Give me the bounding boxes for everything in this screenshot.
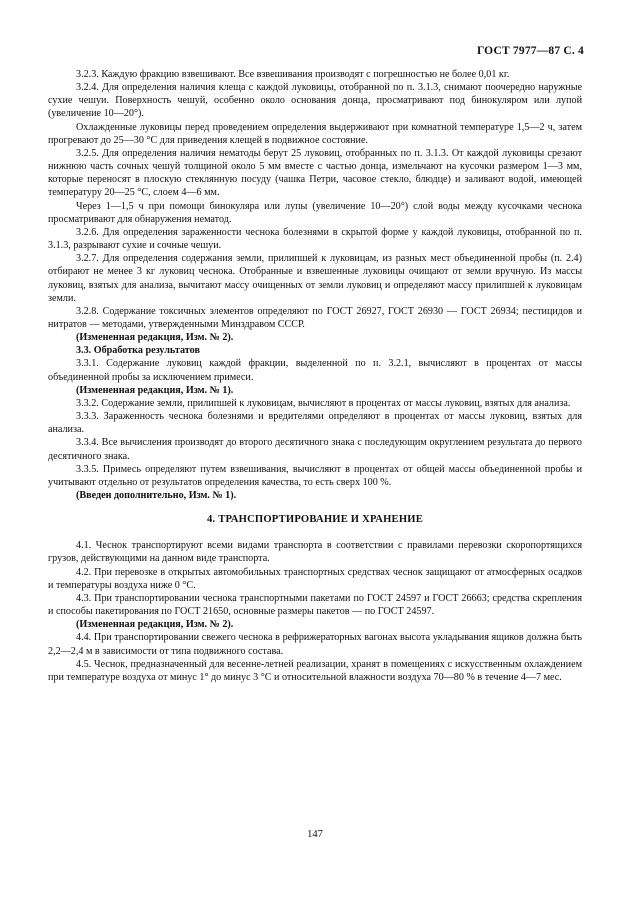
paragraph: 3.3.3. Зараженность чеснока болезнями и вредителями определяют в процентах от массы луковиц, взятых для анализа.: [48, 411, 582, 436]
paragraph: 4.4. При транспортировании свежего чеснока в рефрижераторных вагонах высота укладывания ящиков должна быть 2,2—2,4 м в зависимости от типа подвижного состава.: [48, 632, 582, 657]
document-body: [48, 68, 582, 684]
paragraph: 3.2.5. Для определения наличия нематоды берут 25 луковиц, отобранных по п. 3.1.3. От каждой луковицы срезают нижнюю часть сочных чешуй толщиной около 5 мм вместе с частью донца, измельчают на кусочки размером 1—3 мм, которые переносят в плоскую стеклянную посуду (чашка Петри, часовое стекло, блюдце) и заливают водой, имеющей температуру 20—25 °С, слоем 4—6 мм.: [48, 147, 582, 199]
page-number: 147: [307, 829, 323, 840]
bold-paragraph: (Измененная редакция, Изм. № 1).: [76, 384, 234, 396]
paragraph: 3.3.2. Содержание земли, прилипшей к луковицам, вычисляют в процентах от массы луковиц, взятых для анализа.: [76, 397, 571, 409]
paragraph: 3.2.8. Содержание токсичных элементов определяют по ГОСТ 26927, ГОСТ 26930 — ГОСТ 26934; пестицидов и нитратов — методами, утвержденными Минздравом СССР.: [48, 305, 582, 330]
paragraph: 3.3.4. Все вычисления производят до второго десятичного знака с последующим округлением результата до первого десятичного знака.: [48, 437, 582, 462]
paragraph: 3.2.7. Для определения содержания земли, прилипшей к луковицам, из разных мест объединенной пробы (п. 2.4) отбирают не менее 3 кг луковиц чеснока. Отобранные и взвешенные луковицы очищают от земли вручную. Из массы луковиц, взятых для анализа, вычитают массу очищенных от земли луковиц и определяют массу прилипшей к луковицам земли.: [48, 253, 582, 304]
paragraph: 4.1. Чеснок транспортируют всеми видами транспорта в соответствии с правилами перевозки скоропортящихся грузов, действующими на данном виде транспорта.: [48, 540, 582, 565]
document-header: ГОСТ 7977—87 С. 4: [476, 45, 584, 57]
paragraph: 3.2.3. Каждую фракцию взвешивают. Все взвешивания производят с погрешностью не более 0,01 кг.: [76, 69, 510, 80]
paragraph: 3.2.4. Для определения наличия клеща с каждой луковицы, отобранной по п. 3.1.3, снимают поочередно наружные сухие чешуи. Поверхность чешуй, особенно около основания донца, просматривают под бинокуляром или лупой (увеличение 10—20°).: [48, 82, 582, 120]
paragraph: Охлажденные луковицы перед проведением определения выдерживают при комнатной температуре 1,5—2 ч, затем прогревают до 25—30 °С для приведения клещей в подвижное состояние.: [48, 121, 582, 146]
paragraph: Через 1—1,5 ч при помощи бинокуляра или лупы (увеличение 10—20°) слой воды между кусочками чеснока просматривают для обнаружения нематод.: [48, 200, 582, 225]
section-4-transport-storage: [48, 539, 582, 684]
bold-paragraph: 3.3. Обработка результатов: [76, 345, 200, 357]
bold-paragraph: (Введен дополнительно, Изм. № 1).: [76, 490, 237, 501]
section-4-heading: 4. ТРАНСПОРТИРОВАНИЕ И ХРАНЕНИЕ: [207, 514, 423, 526]
paragraph: 4.2. При перевозке в открытых автомобильных транспортных средствах чеснок защищают от атмосферных осадков и температуры воздуха ниже 0 °С.: [48, 566, 582, 591]
bold-paragraph: (Измененная редакция, Изм. № 2).: [76, 619, 234, 631]
paragraph: 3.2.6. Для определения зараженности чеснока болезнями в скрытой форме у каждой луковицы, отобранной по п. 3.1.3, разрывают сухие и сочные чешуи.: [48, 226, 582, 252]
paragraph: 3.3.1. Содержание луковиц каждой фракции, выделенной по п. 3.2.1, вычисляют в процентах от массы объединенной пробы за исключением примеси.: [48, 358, 582, 383]
paragraph: 3.3.5. Примесь определяют путем взвешивания, вычисляют в процентах от общей массы объединенной пробы и учитывают отдельно от результатов определения качества, то есть сверх 100 %.: [48, 463, 582, 488]
paragraph: 4.5. Чеснок, предназначенный для весенне-летней реализации, хранят в помещениях с искусственным охлаждением при температуре воздуха от минус 1° до минус 3 °С и относительной влажности воздуха 70—80 % в течение 4—7 мес.: [48, 658, 582, 683]
bold-paragraph: (Измененная редакция, Изм. № 2).: [76, 332, 234, 344]
section-3-analysis: [48, 68, 582, 502]
paragraph: 4.3. При транспортировании чеснока транспортными пакетами по ГОСТ 24597 и ГОСТ 26663; средства скрепления и способы пакетирования по ГОСТ 21650, основные размеры пакетов — по ГОСТ 24597.: [48, 592, 582, 618]
